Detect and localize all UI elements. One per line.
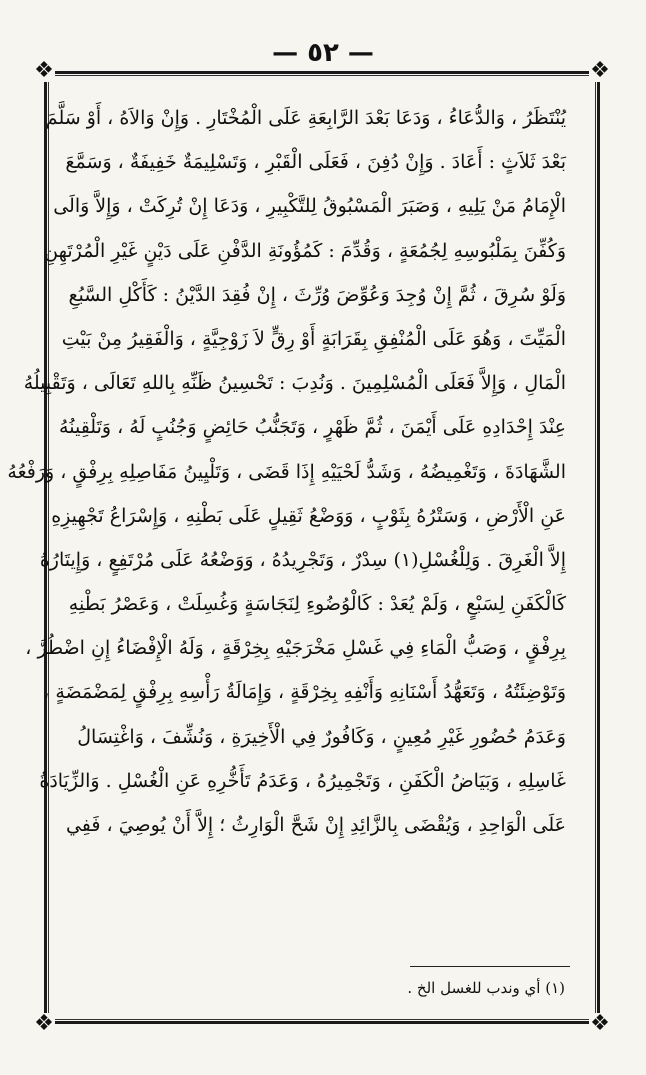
text-line: وَلَوْ سُرِقَ ، ثُمَّ إِنْ وُجِدَ وَعُوِّضَ وُرِّثَ ، إِنْ فُقِدَ الدَّيْنُ : كَأَكْلِ السَّبُعِ — [68, 283, 566, 306]
text-line: وَكُفِّنَ بِمَلْبُوسِهِ لِجُمُعَةٍ ، وَقُدِّمَ : كَمُؤُونَةِ الدَّفْنِ عَلَى دَيْنٍ غَيْرِ الْمُرْتَهِنِ — [44, 239, 566, 262]
footnote: (١) أي وندب للغسل الخ . — [407, 979, 565, 997]
text-line: الْمَالِ ، وَإِلاَّ فَعَلَى الْمُسْلِمِينَ . وَنُدِبَ : تَحْسِينُ ظَنِّهِ بِاللهِ تَعَالَى ، وَتَقْبِيلُهُ — [23, 372, 566, 395]
text-line: عَنِ الْأَرْضِ ، وَسَتْرُهُ بِثَوْبٍ ، وَوَضْعُ ثَقِيلٍ عَلَى بَطْنِهِ ، وَإِسْرَاعُ تَجْهِيزِهِ — [51, 504, 566, 527]
footnote-rule — [410, 966, 570, 967]
text-line: عِنْدَ إِحْدَادِهِ عَلَى أَيْمَنَ ، ثُمَّ ظَهْرٍ ، وَتَجَنُّبُ حَائِضٍ وَجُنُبٍ لَهُ ، وَتَلْقِينُهُ — [59, 416, 566, 439]
corner-ornament-icon: ❖ — [590, 1011, 610, 1036]
text-line: بَعْدَ ثَلاَثٍ : أَعَادَ . وَإِنْ دُفِنَ ، فَعَلَى الْقَبْرِ ، وَتَسْلِيمَةٌ خَفِيفَةٌ ، وَسَمَّعَ — [65, 151, 566, 174]
page-number: — ٥٢ — — [272, 38, 374, 68]
corner-ornament-icon: ❖ — [34, 1011, 54, 1036]
text-line: الشَّهَادَةَ ، وَتَغْمِيضُهُ ، وَشَدُّ لَحْيَيْهِ إِذَا قَضَى ، وَتَلْيِينُ مَفَاصِلِهِ بِرِفْقٍ ، وَرَفْعُهُ — [7, 460, 566, 483]
text-line: عَلَى الْوَاحِدِ ، وَيُقْضَى بِالزَّائِدِ إِنْ شَحَّ الْوَارِثُ ؛ إِلاَّ أَنْ يُوصِيَ ، فَفِي — [65, 814, 566, 836]
text-line: إِلاَّ الْغَرِقَ . وَلِلْغُسْلِ(١) سِدْرٌ ، وَتَجْرِيدُهُ ، وَوَضْعُهُ عَلَى مُرْتَفِعٍ ، وَإِيتَارُهُ — [39, 548, 566, 571]
corner-ornament-icon: ❖ — [590, 58, 610, 83]
text-line: وَعَدَمُ حُضُورِ غَيْرِ مُعِينٍ ، وَكَافُورٌ فِي الْأَخِيرَةِ ، وَنُشِّفَ ، وَاغْتِسَالُ — [77, 725, 566, 748]
corner-ornament-icon: ❖ — [34, 58, 54, 83]
body-text — [7, 96, 566, 847]
text-line: وَتَوْضِئَتُهُ ، وَتَعَهُّدُ أَسْنَانِهِ وَأَنْفِهِ بِخِرْقَةٍ ، وَإِمَالَةُ رَأْسِهِ بِرِفْقٍ لِمَضْمَضَةٍ ، — [43, 681, 566, 704]
text-line: كَالْكَفَنِ لِسَبْعٍ ، وَلَمْ يُعَدْ : كَالْوُضُوءِ لِنَجَاسَةٍ وَغُسِلَتْ ، وَعَصْرُ بَطْنِهِ — [68, 593, 566, 616]
text-line: الْإِمَامُ مَنْ يَلِيهِ ، وَصَبَرَ الْمَسْبُوقُ لِلتَّكْبِيرِ ، وَدَعَا إِنْ تُرِكَتْ ، وَإِلاَّ وَالَى — [53, 195, 566, 218]
text-line: بِرِفْقٍ ، وَصَبُّ الْمَاءِ فِي غَسْلِ مَخْرَجَيْهِ بِخِرْقَةٍ ، وَلَهُ الْإِفْضَاءُ إِنِ اضْطُرَّ ، — [25, 637, 566, 660]
text-line: الْمَيِّتَ ، وَهُوَ عَلَى الْمُنْفِقِ بِقَرَابَةٍ أَوْ رِقٍّ لاَ زَوْجِيَّةٍ ، وَالْفَقِيرُ مِنْ بَيْتِ — [61, 327, 566, 350]
text-line: يُنْتَظَرُ ، وَالدُّعَاءُ ، وَدَعَا بَعْدَ الرَّابِعَةِ عَلَى الْمُخْتَارِ . وَإِنْ وَالاَهُ ، أَوْ سَلَّمَ — [45, 107, 566, 129]
text-line: غَاسِلِهِ ، وَبَيَاضُ الْكَفَنِ ، وَتَجْمِيرُهُ ، وَعَدَمُ تَأَخُّرِهِ عَنِ الْغُسْلِ . وَالزِّيَادَةُ — [39, 769, 566, 792]
